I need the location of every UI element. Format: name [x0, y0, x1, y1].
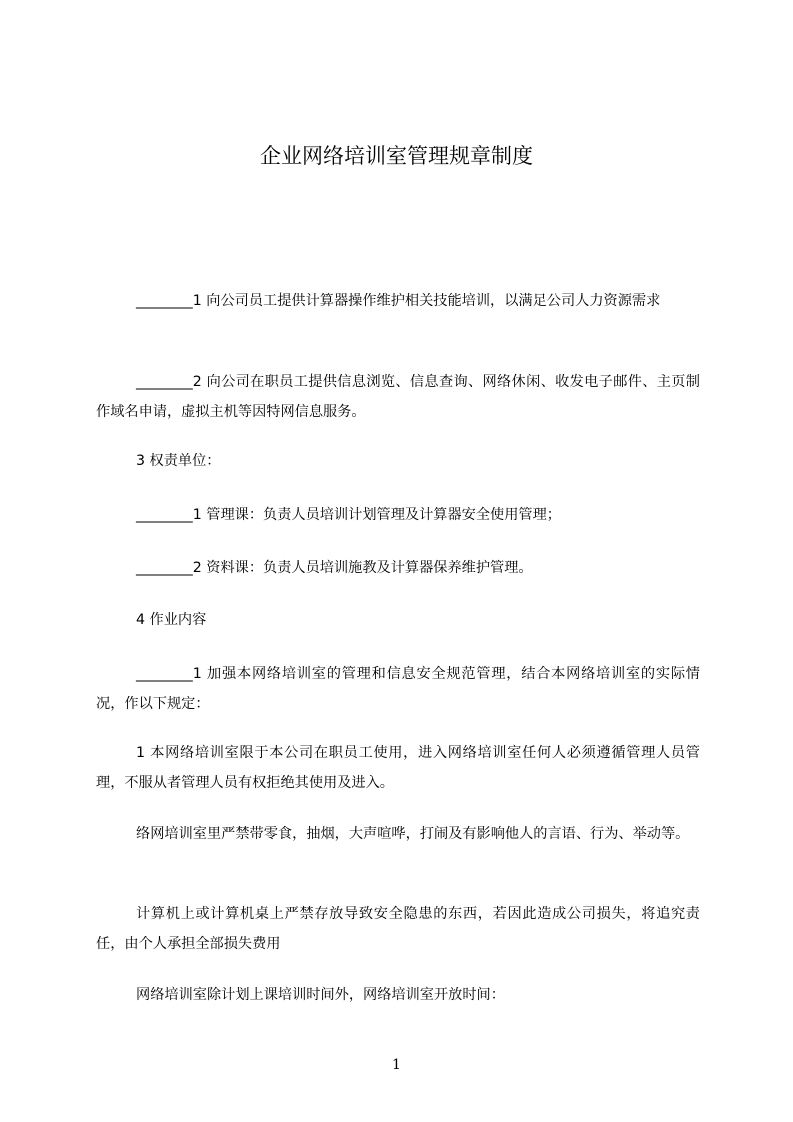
paragraph-10: 计算机上或计算机桌上严禁存放导致安全隐患的东西，若因此造成公司损失，将追究责任，由个人承担全部损失费用 [96, 906, 700, 952]
paragraph-7: ________1 加强本网络培训室的管理和信息安全规范管理，结合本网络培训室的实际情况，作以下规定： [96, 666, 700, 712]
paragraph-1: ________1 向公司员工提供计算器操作维护相关技能培训，以满足公司人力资源需求 [136, 293, 661, 309]
paragraph-4: ________1 管理课：负责人员培训计划管理及计算器安全使用管理； [136, 507, 561, 523]
paragraph-3: 3 权责单位： [136, 453, 221, 469]
paragraph-5: ________2 资料课：负责人员培训施教及计算器保养维护管理。 [136, 560, 533, 576]
page-title: 企业网络培训室管理规章制度 [260, 144, 533, 168]
paragraph-9: 络网培训室里严禁带零食，抽烟，大声喧哗，打闹及有影响他人的言语、行为、举动等。 [136, 826, 690, 842]
page-number: 1 [392, 1057, 401, 1073]
paragraph-8: 1 本网络培训室限于本公司在职员工使用，进入网络培训室任何人必须遵循管理人员管理，不服从者管理人员有权拒绝其使用及进入。 [96, 745, 700, 791]
paragraph-2: ________2 向公司在职员工提供信息浏览、信息查询、网络休闲、收发电子邮件、主页制作域名申请，虚拟主机等因特网信息服务。 [96, 374, 700, 420]
paragraph-11: 网络培训室除计划上课培训时间外，网络培训室开放时间： [136, 987, 505, 1003]
paragraph-6: 4 作业内容 [136, 612, 207, 628]
